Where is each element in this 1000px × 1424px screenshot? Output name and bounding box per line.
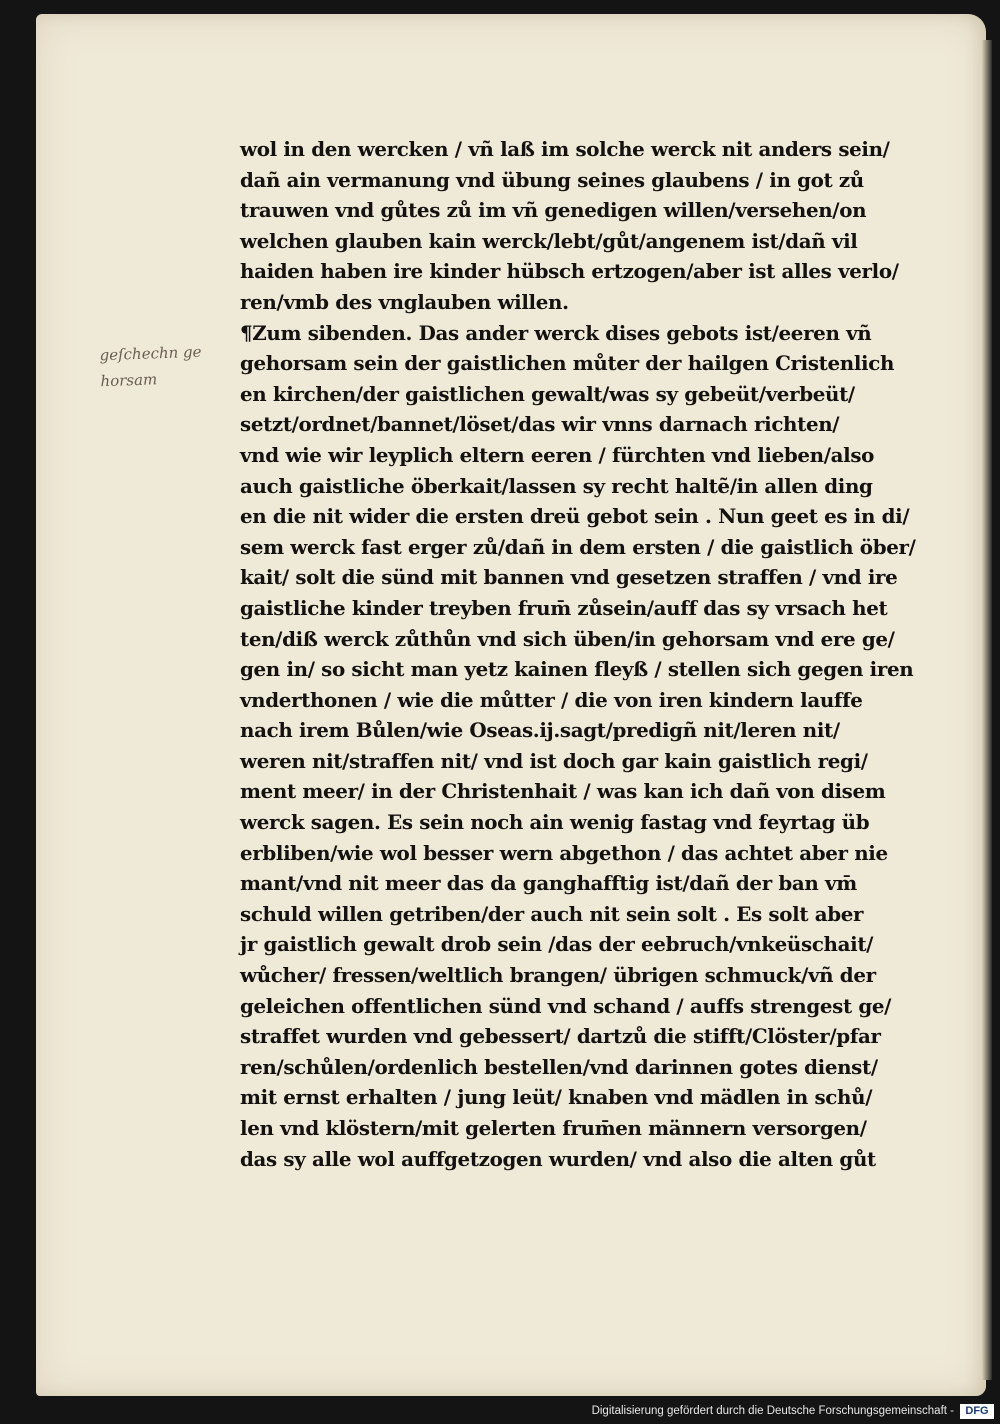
text-line: straffet wurden vnd gebessert/ dartzů die stifft/Clöster/pfar <box>240 1024 881 1049</box>
text-line: ment meer/ in der Christenhait / was kan ich dañ von disem <box>240 779 886 804</box>
text-line: ten/diß werck zůthůn vnd sich üben/in gehorsam vnd ere ge/ <box>240 626 895 651</box>
text-line: welchen glauben kain werck/lebt/gůt/angenem ist/dañ vil <box>240 228 858 253</box>
text-line: kait/ solt die sünd mit bannen vnd gesetzen straffen / vnd ire <box>240 565 898 590</box>
text-line: mant/vnd nit meer das da ganghafftig ist/dañ der ban vm̄ <box>240 871 857 896</box>
text-line: auch gaistliche öberkait/lassen sy recht haltẽ/in allen ding <box>240 473 873 498</box>
text-line: weren nit/straffen nit/ vnd ist doch gar kain gaistlich regi/ <box>240 748 868 773</box>
text-line: mit ernst erhalten / jung leüt/ knaben vnd mädlen in schů/ <box>240 1085 873 1110</box>
page-edge <box>982 40 992 1380</box>
text-line: ren/schůlen/ordenlich bestellen/vnd darinnen gotes dienst/ <box>240 1054 878 1079</box>
text-line: jr gaistlich gewalt drob sein /das der eebruch/vnkeüschait/ <box>240 932 874 957</box>
text-line: schuld willen getriben/der auch nit sein solt . Es solt aber <box>240 901 864 926</box>
text-line: erbliben/wie wol besser wern abgethon / das achtet aber nie <box>240 840 888 865</box>
text-line: haiden haben ire kinder hübsch ertzogen/aber ist alles verlo/ <box>240 259 899 284</box>
text-block <box>240 134 958 1174</box>
margin-annotation <box>99 338 231 395</box>
text-line: en kirchen/der gaistlichen gewalt/was sy gebeüt/verbeüt/ <box>240 381 855 406</box>
text-line: sem werck fast erger zů/dañ in dem ersten / die gaistlich öber/ <box>240 534 916 559</box>
text-line: vnd wie wir leyplich eltern eeren / fürchten vnd lieben/also <box>240 442 875 467</box>
funding-credit: Digitalisierung gefördert durch die Deutsche Forschungsgemeinschaft - <box>591 1405 954 1417</box>
text-line: geleichen offentlichen sünd vnd schand / auffs strengest ge/ <box>240 993 892 1018</box>
text-line: trauwen vnd gůtes zů im vñ genedigen willen/versehen/on <box>240 198 867 223</box>
text-line: gehorsam sein der gaistlichen můter der hailgen Cristenlich <box>240 351 895 376</box>
text-line: gen in/ so sicht man yetz kainen fleyß / stellen sich gegen iren <box>240 657 914 682</box>
text-line: en die nit wider die ersten dreü gebot sein . Nun geet es in di/ <box>240 504 910 529</box>
text-line: ren/vmb des vnglauben willen. <box>240 289 569 314</box>
dfg-logo: DFG <box>960 1404 994 1419</box>
text-line: vnderthonen / wie die můtter / die von iren kindern lauffe <box>240 687 863 712</box>
text-line: werck sagen. Es sein noch ain wenig fastag vnd feyrtag üb <box>240 810 870 835</box>
text-line: len vnd klöstern/mit gelerten frum̄en männern versorgen/ <box>240 1116 867 1140</box>
footer-bar <box>0 1400 1000 1424</box>
text-line: wůcher/ fressen/weltlich brangen/ übrigen schmuck/vñ der <box>240 963 876 988</box>
text-line: dañ ain vermanung vnd übung seines glaubens / in got zů <box>240 167 864 192</box>
text-line: ¶Zum sibenden. Das ander werck dises gebots ist/eeren vñ <box>240 320 872 345</box>
text-line: nach irem Bůlen/wie Oseas.ij.sagt/predigñ nit/leren nit/ <box>240 718 840 743</box>
text-line: setzt/ordnet/bannet/löset/das wir vnns darnach richten/ <box>240 412 840 437</box>
margin-annotation-line: horsam <box>100 370 158 391</box>
margin-annotation-line: geſchechn ge <box>99 342 202 365</box>
text-line: gaistliche kinder treyben frum̄ zůsein/auff das sy vrsach het <box>240 595 888 620</box>
text-line: wol in den wercken / vñ laß im solche werck nit anders sein/ <box>240 137 890 161</box>
text-line: das sy alle wol auffgetzogen wurden/ vnd also die alten gůt <box>240 1146 876 1171</box>
